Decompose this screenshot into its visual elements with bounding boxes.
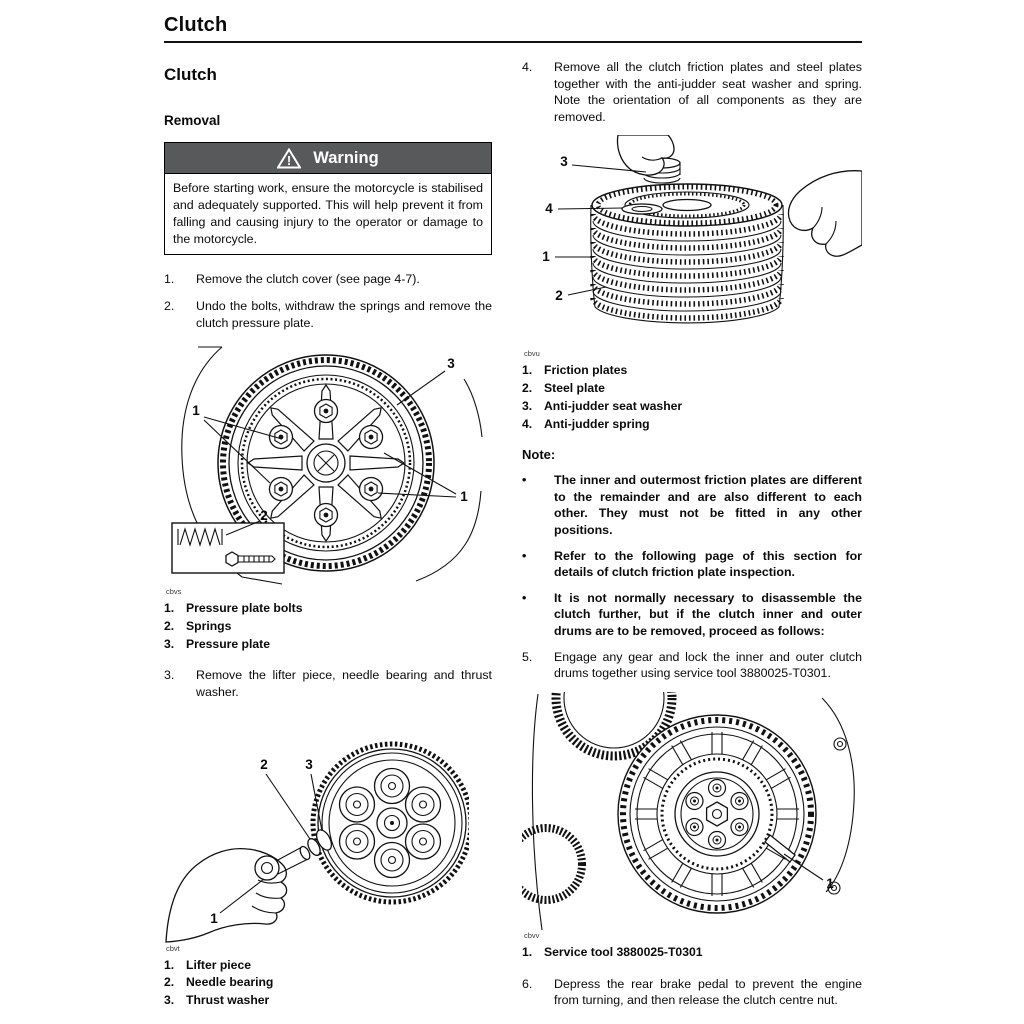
warning-title: Warning bbox=[313, 148, 379, 167]
figure-code: cbvt bbox=[166, 943, 180, 953]
step-4 bbox=[522, 59, 862, 125]
legend-item: 1. Service tool 3880025-T0301 bbox=[522, 944, 703, 959]
callout-friction-plates: 1 bbox=[542, 249, 550, 265]
legend-item: 1. Friction plates bbox=[522, 363, 628, 378]
pressure-plate-illustration bbox=[164, 341, 486, 586]
step-1 bbox=[164, 271, 492, 288]
legend-clutch-plates bbox=[522, 362, 862, 433]
note-bullet-1: • The inner and outermost friction plates are different to the remainder and are also different to each other. They must not be fitted in any other positions. bbox=[522, 473, 862, 538]
callout-bolts-right: 1 bbox=[460, 489, 468, 505]
page-title: Clutch bbox=[164, 14, 228, 36]
legend-item: 4. Anti-judder spring bbox=[522, 416, 650, 431]
step-text: Engage any gear and lock the inner and outer clutch drums together using service tool 3880025-T0301. bbox=[554, 649, 862, 681]
figure-clutch-plates bbox=[522, 135, 862, 358]
warning-triangle-icon bbox=[277, 148, 301, 169]
callout-thrust-washer: 3 bbox=[305, 756, 313, 772]
callout-seat-washer: 3 bbox=[560, 154, 568, 170]
two-column-layout bbox=[164, 59, 862, 1024]
step-number: 4. bbox=[522, 60, 533, 74]
bullet-marker: • bbox=[522, 590, 527, 605]
left-column bbox=[164, 59, 492, 1024]
legend-lifter-piece bbox=[164, 957, 492, 1010]
legend-item: 3. Pressure plate bbox=[164, 636, 271, 651]
legend-item: 1. Pressure plate bolts bbox=[164, 601, 303, 616]
step-number: 6. bbox=[522, 976, 533, 991]
subsection-title: Removal bbox=[164, 113, 221, 128]
step-5 bbox=[522, 649, 862, 682]
step-text: Remove the clutch cover (see page 4-7). bbox=[196, 272, 420, 287]
callout-steel-plate: 2 bbox=[555, 288, 563, 304]
legend-item: 1. Lifter piece bbox=[164, 957, 252, 972]
step-number: 1. bbox=[164, 272, 175, 287]
note-bullet-3: • It is not normally necessary to disassemble the clutch further, but if the clutch inner and outer drums are to be removed, proceed as follows: bbox=[522, 590, 862, 639]
warning-box bbox=[164, 142, 492, 255]
note-bullet-2: • Refer to the following page of this section for details of clutch friction plate inspection. bbox=[522, 548, 862, 580]
step-text: Remove all the clutch friction plates and steel plates together with the anti-judder seat washer and spring. Note the orientation of all components as they are removed. bbox=[554, 60, 862, 124]
page-header bbox=[164, 14, 862, 43]
warning-exclamation-mark: ! bbox=[287, 152, 292, 168]
step-number: 5. bbox=[522, 649, 533, 664]
figure-service-tool bbox=[522, 692, 862, 940]
legend-item: 2. Springs bbox=[164, 618, 232, 633]
figure-code: cbvu bbox=[524, 349, 540, 359]
legend-pressure-plate bbox=[164, 600, 492, 653]
callout-springs: 2 bbox=[260, 508, 268, 524]
callout-plate: 3 bbox=[447, 356, 455, 372]
legend-item: 3. Thrust washer bbox=[164, 992, 270, 1007]
right-column bbox=[522, 59, 862, 1024]
clutch-plates-illustration bbox=[522, 135, 862, 348]
callout-bolts-left: 1 bbox=[192, 403, 200, 419]
step-2 bbox=[164, 298, 492, 331]
callout-judder-spring: 4 bbox=[545, 201, 553, 217]
figure-code: cbvs bbox=[166, 587, 182, 597]
warning-body: Before starting work, ensure the motorcycle is stabilised and adequately supported. This will help prevent it from falling and causing injury to the operator or damage to the motorcycle. bbox=[173, 181, 483, 246]
section-title: Clutch bbox=[164, 65, 217, 84]
figure-lifter-piece bbox=[164, 711, 492, 953]
figure-pressure-plate bbox=[164, 341, 492, 596]
step-6 bbox=[522, 976, 862, 1009]
warning-header bbox=[165, 143, 491, 174]
bullet-marker: • bbox=[522, 548, 527, 563]
lifter-piece-illustration bbox=[164, 711, 469, 943]
legend-service-tool bbox=[522, 944, 862, 962]
callout-needle-bearing: 2 bbox=[260, 756, 268, 772]
bullet-marker: • bbox=[522, 473, 527, 488]
callout-lifter-piece: 1 bbox=[210, 910, 218, 926]
legend-item: 2. Steel plate bbox=[522, 381, 605, 396]
figure-code: cbvv bbox=[524, 930, 540, 940]
step-text: Remove the lifter piece, needle bearing and thrust washer. bbox=[196, 668, 492, 699]
step-number: 3. bbox=[164, 668, 175, 683]
step-3 bbox=[164, 667, 492, 700]
legend-item: 3. Anti-judder seat washer bbox=[522, 398, 683, 413]
service-tool-illustration bbox=[522, 692, 862, 930]
note-heading: Note: bbox=[522, 447, 556, 463]
step-text: Depress the rear brake pedal to prevent the engine from turning, and then release the clutch centre nut. bbox=[554, 976, 862, 1008]
step-number: 2. bbox=[164, 299, 175, 314]
legend-item: 2. Needle bearing bbox=[164, 975, 274, 990]
callout-service-tool: 1 bbox=[826, 875, 834, 891]
step-text: Undo the bolts, withdraw the springs and remove the clutch pressure plate. bbox=[196, 299, 492, 330]
